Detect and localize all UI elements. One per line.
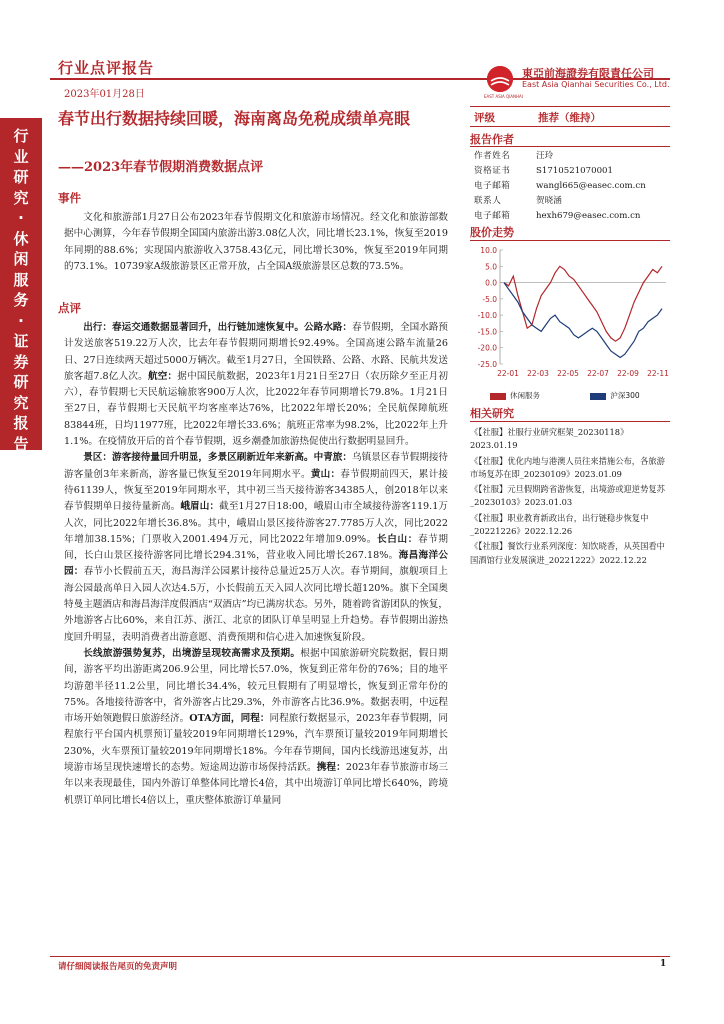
y-tick-label: -10.0 xyxy=(477,311,497,321)
y-tick-label: 0.0 xyxy=(485,278,497,288)
author-row: 电子邮箱 hexh679@easec.com.cn xyxy=(474,211,641,221)
author-row: 资格证书 S1710521070001 xyxy=(474,166,613,176)
related-research-item[interactable]: 《【社服】餐饮行业系列深度：知饮晓香，从英国看中国酒馆行业发展演进_20221222》2022.12.22 xyxy=(470,541,665,565)
side-label-char: 究 xyxy=(13,188,29,207)
side-label-char: 究 xyxy=(13,393,29,412)
comment-body xyxy=(64,320,448,809)
side-label-char: 业 xyxy=(13,147,29,166)
document-type: 行业点评报告 xyxy=(58,59,155,77)
company-logo-icon xyxy=(487,66,513,92)
side-label-char: 券 xyxy=(13,352,29,371)
rating-value: 推荐（维持） xyxy=(538,112,601,124)
authors-divider xyxy=(470,146,670,147)
side-label-char: 报 xyxy=(13,414,29,432)
side-label-char: 服 xyxy=(13,270,29,289)
x-tick-label: 22-01 xyxy=(497,369,519,378)
side-label-char: 研 xyxy=(13,373,29,391)
side-label-char: 告 xyxy=(13,434,29,453)
comment-heading: 点评 xyxy=(58,301,81,315)
side-label-char: 研 xyxy=(13,168,29,186)
scenic-lead: 景区：游客接待量回升明显，多景区刷新近年来新高。中青旅： xyxy=(83,452,353,464)
longhaul-lead: 长线旅游强势复苏，出境游呈现较高需求及预期。 xyxy=(83,647,301,659)
company-name-cn: 東亞前海證券有限責任公司 xyxy=(522,67,654,80)
author-row: 电子邮箱 wangl665@easec.com.cn xyxy=(474,181,646,191)
legend-swatch-icon xyxy=(590,393,606,400)
side-label-char: · xyxy=(18,311,24,330)
related-research-list xyxy=(470,426,670,569)
related-research-item[interactable]: 《【社服】职业教育新政出台，出行链稳步恢复中_20221226》2022.12.26 xyxy=(470,512,649,537)
price-trend-heading: 股价走势 xyxy=(470,226,514,239)
series-line-leisure-services xyxy=(504,266,662,341)
side-category-label xyxy=(8,126,34,454)
rating-bottom-divider xyxy=(470,126,670,127)
y-tick-label: -25.0 xyxy=(477,360,497,369)
y-tick-label: -20.0 xyxy=(477,343,497,353)
rating-label: 评级 xyxy=(474,112,495,124)
legend-item: 沪深300 xyxy=(590,391,639,400)
related-research-item[interactable]: 《【社服】优化内地与港澳人员往来措施公布，各旅游市场复苏在即_20230109》2023.01.09 xyxy=(470,455,665,479)
side-label-char: 闲 xyxy=(13,250,29,268)
y-tick-label: -15.0 xyxy=(477,327,497,337)
travel-lead: 出行：春运交通数据显著回升，出行链加速恢复中。公路水路： xyxy=(83,322,353,333)
side-label-char: 证 xyxy=(13,332,29,350)
event-heading: 事件 xyxy=(58,191,81,205)
related-research-item[interactable]: 《【社服】社服行业研究框架_20230118》2023.01.19 xyxy=(470,427,629,451)
footer-divider xyxy=(50,956,670,957)
footer-disclaimer[interactable]: 请仔细阅读报告尾页的免责声明 xyxy=(58,962,178,972)
price-trend-chart xyxy=(470,244,670,404)
related-divider xyxy=(470,421,670,422)
side-label-char: 行 xyxy=(13,127,29,145)
x-tick-label: 22-03 xyxy=(527,369,549,378)
event-body xyxy=(64,210,448,275)
x-tick-label: 22-09 xyxy=(617,369,639,378)
legend-swatch-icon xyxy=(490,393,506,400)
company-name-en: East Asia Qianhai Securities Co., Ltd. xyxy=(522,80,670,89)
chart-legend xyxy=(490,390,640,401)
paragraph-travel: 出行：春运交通数据显著回升，出行链加速恢复中。公路水路：春节假期，全国水路预计发送旅客519.22万人次，比去年春节假期同期增长92.49%。全国高速公路车流量26日、27日连续两天超过5000万辆次。截至1月27日，全国铁路、公路、水路、民航共发送旅客超7.8亿人次。航空：据中国民航数据，2023年1月21日至27日（农历除夕至正月初六），春节假期七天民航运输旅客900万人次，比2022年春节同期增长79.8%。1月21日至27日，春节假期七天民航平均客座率达76%，比2022年增长20%；全民航保障航班83844班，日均11977班，比2022年增长33.6%；航班正常率为98.2%，比2022年上升1.1%。在疫情放开后的首个春节假期，返乡潮叠加旅游热促使出行数据明显回升。 xyxy=(64,322,449,448)
y-tick-label: -5.0 xyxy=(482,294,497,304)
side-label-char: · xyxy=(18,209,24,227)
report-subtitle: ——2023年春节假期消费数据点评 xyxy=(58,160,264,175)
publish-date: 2023年01月28日 xyxy=(64,89,145,100)
related-research-item[interactable]: 《【社服】元旦假期跨省游恢复，出境游或迎逆势复苏_20230103》2023.01.03 xyxy=(470,484,665,508)
author-row: 作者姓名 汪玲 xyxy=(474,151,554,161)
authors-heading: 报告作者 xyxy=(470,133,514,146)
side-label-char: 务 xyxy=(13,291,29,309)
x-tick-label: 22-07 xyxy=(587,369,609,378)
related-research-heading: 相关研究 xyxy=(470,407,514,420)
legend-item: 休闲服务 xyxy=(490,391,540,400)
y-tick-label: 5.0 xyxy=(485,262,497,272)
y-tick-label: 10.0 xyxy=(480,246,497,255)
report-title: 春节出行数据持续回暖，海南离岛免税成绩单亮眼 xyxy=(58,109,411,128)
event-paragraph: 文化和旅游部1月27日公布2023年春节假期文化和旅游市场情况。经文化和旅游部数据中心测算，今年春节假期全国国内旅游出游3.08亿人次，同比增长23.1%，恢复至2019年同期的88.6%；实现国内旅游收入3758.43亿元，同比增长30%，恢复至2019年同期的73.1%。10739家A级旅游景区正常开放，占全国A级旅游景区总数的73.5%。 xyxy=(64,212,448,272)
logo-subtext: EAST ASIA QIANHAI xyxy=(484,94,523,99)
price-trend-divider xyxy=(470,240,670,241)
x-tick-label: 22-05 xyxy=(557,369,579,378)
paragraph-scenic: 景区：游客接待量回升明显，多景区刷新近年来新高。中青旅：乌镇景区春节假期接待游客量创3年来新高，游客量已恢复至2019年同期水平。黄山：春节假期前四天，累计接待61139人，恢复至2019年同期水平，其中初三当天接待游客34385人，创2018年以来春节假期单日接待量新高。峨眉山：截至1月27日18:00，峨眉山市全域接待游客119.1万人次，同比2022年增长36.8%。其中，峨眉山景区接待游客27.7785万人次，同比2022年增加38.15%；门票收入2001.494万元，同比2022年增加9.09%。长白山：春节期间，长白山景区接待游客同比增长294.31%，营业收入同比增长267.18%。海昌海洋公园：春节小长假前五天，海昌海洋公园累计接待总量近25万人次。春节期间，旗舰项目上海公园最高单日入园人次达4.5万，小长假前五天入园人次同比增长超120%。旗下全国奥特曼主题酒店和海昌海洋度假酒店“双酒店”均已满房状态。另外，随着跨省游团队的恢复，外地游客占比60%，来自江苏、浙江、北京的团队订单呈明显上升趋势。春节假期出游热度回升明显，表明消费者出游意愿、消费预期和信心进入加速恢复阶段。 xyxy=(64,452,449,643)
paragraph-longhaul: 长线旅游强势复苏，出境游呈现较高需求及预期。根据中国旅游研究院数据，假日期间，游客平均出游距离206.9公里，同比增长57.0%，恢复到正常年份的76%；目的地平均游憩半径11.2公里，同比增长34.4%，较元旦假期有了明显增长，恢复到正常年份的75%。各地接待游客中，省外游客占比29.3%，外市游客占比36.9%。数据表明，中远程市场开始领跑假日旅游经济。OTA方面，同程：同程旅行数据显示，2023年春节假期，同程旅行平台国内机票预订量较2019年同期增长129%，汽车票预订量较2019年同期增长230%，火车票预订量较2019年同期增长18%。今年春节期间，国内长线游迅速复苏，出境游市场呈现快速增长的态势。短途周边游市场保持活跃。携程：2023年春节旅游市场三年以来表现最佳，国内外游订单整体同比增长4倍，其中出境游订单同比增长640%，跨境机票订单同比增长4倍以上，重庆整体旅游订单量同 xyxy=(64,647,449,806)
rating-top-divider xyxy=(470,106,670,107)
side-label-char: 休 xyxy=(13,229,29,248)
page-number: 1 xyxy=(660,959,667,969)
x-tick-label: 22-11 xyxy=(647,369,669,378)
author-row: 联系人 贺晓涵 xyxy=(474,196,562,206)
